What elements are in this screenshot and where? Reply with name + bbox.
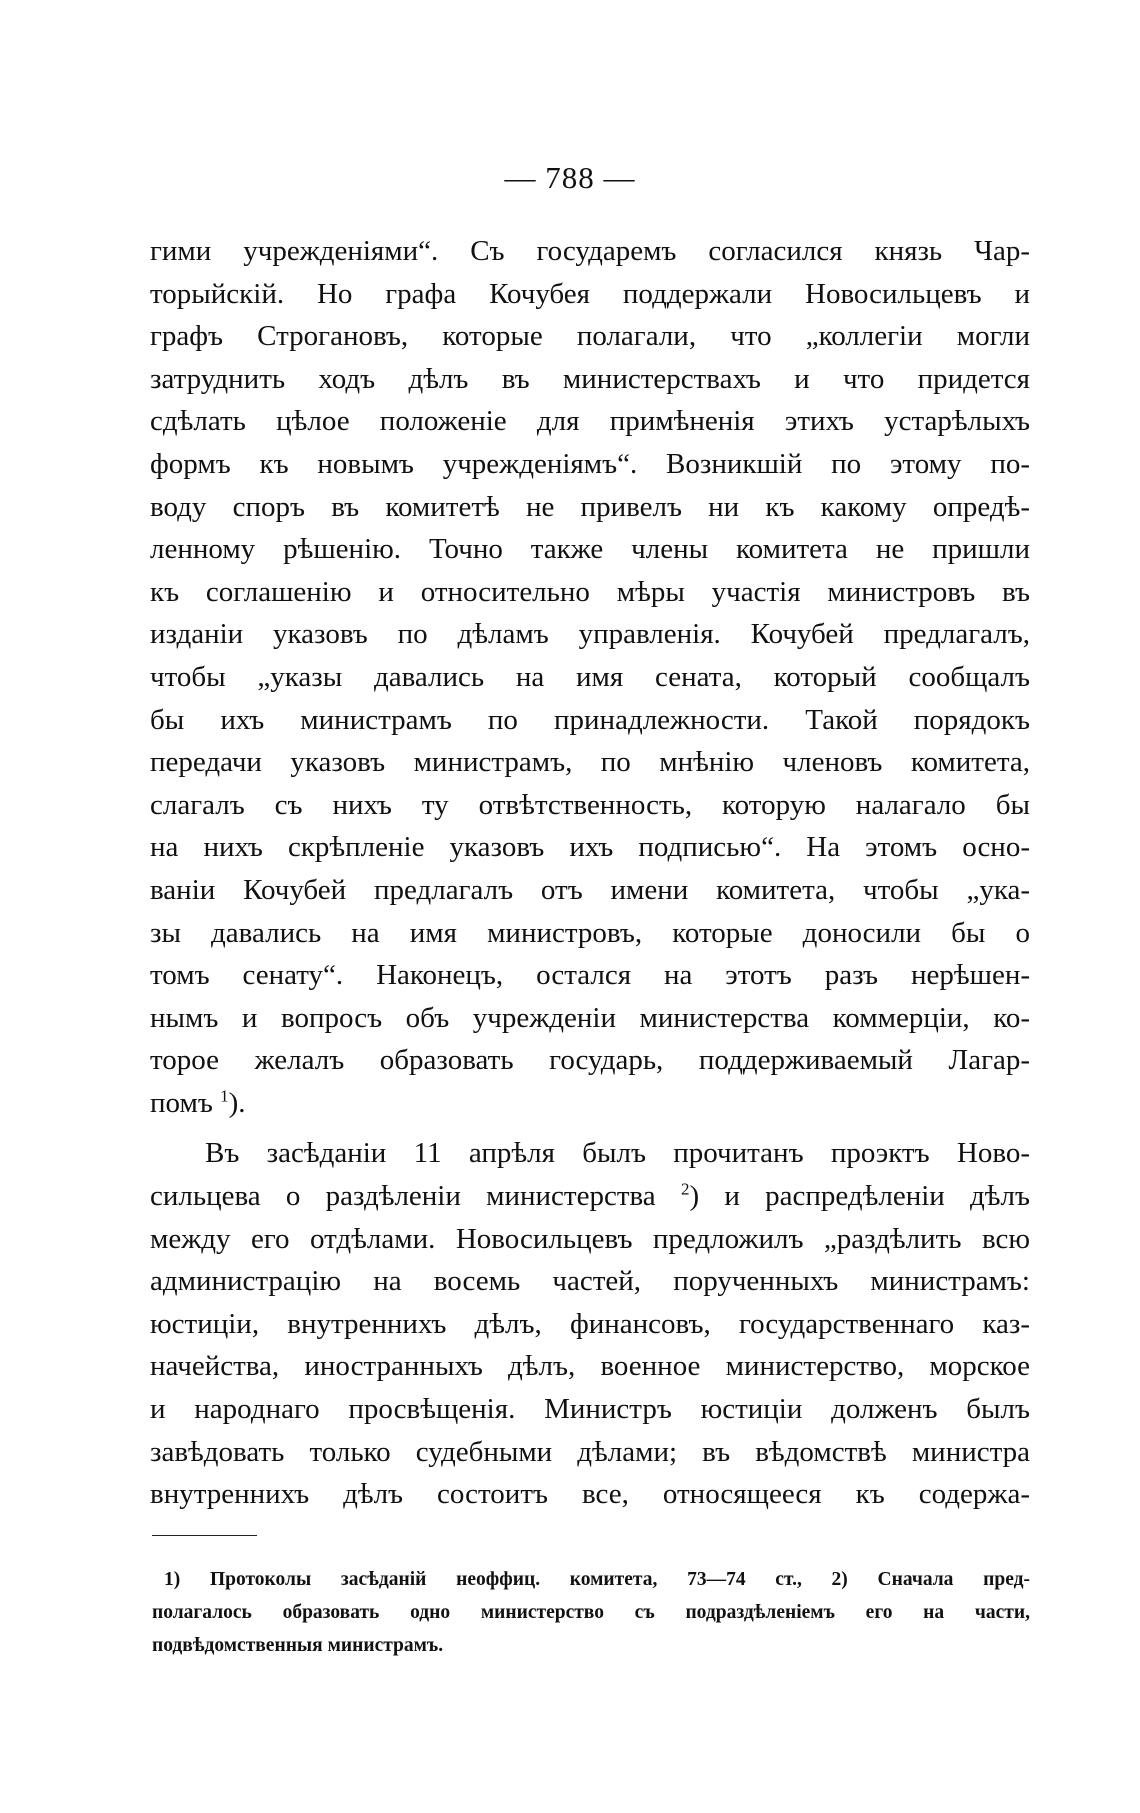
- text-line: гими учрежденіями“. Съ государемъ согласился князь Чар-: [150, 235, 1030, 267]
- text-line: бы ихъ министрамъ по принадлежности. Такой порядокъ: [150, 703, 1030, 736]
- text-line: и народнаго просвѣщенія. Министръ юстиціи долженъ былъ: [150, 1393, 1030, 1426]
- footnote-mark: 1: [220, 1086, 229, 1106]
- text-line: воду споръ въ комитетѣ не привелъ ни къ какому опредѣ-: [150, 490, 1030, 523]
- footnote-line: подвѣдомственныя министрамъ.: [152, 1635, 444, 1656]
- text-line: къ соглашенію и относительно мѣры участія министровъ въ: [150, 575, 1030, 608]
- footnote-line: полагалось образовать одно министерство съ подраздѣленіемъ его на части,: [152, 1602, 1030, 1623]
- footnote-line: 1) Протоколы засѣданій неоффиц. комитета, 73—74 ст., 2) Сначала пред-: [164, 1569, 1030, 1590]
- text-line-part: ) и распредѣленіи дѣлъ: [689, 1180, 1030, 1213]
- text-line: на нихъ скрѣпленіе указовъ ихъ подписью“. На этомъ осно-: [150, 831, 1030, 864]
- text-line: начейства, иностранныхъ дѣлъ, военное министерство, морское: [150, 1350, 1030, 1383]
- text-line: торыйскій. Но графа Кочубея поддержали Новосильцевъ и: [150, 277, 1030, 310]
- text-line-part: сильцева о раздѣленіи министерства: [150, 1180, 681, 1213]
- footnotes: [152, 1563, 1030, 1662]
- text-line: передачи указовъ министрамъ, по мнѣнію членовъ комитета,: [150, 746, 1030, 779]
- text-line: чтобы „указы давались на имя сената, который сообщалъ: [150, 660, 1030, 693]
- text-line: сдѣлать цѣлое положеніе для примѣненія этихъ устарѣлыхъ: [150, 405, 1030, 438]
- text-line: Въ засѣданіи 11 апрѣля былъ прочитанъ проэктъ Ново-: [205, 1137, 1030, 1170]
- text-line: [150, 1082, 1030, 1125]
- footnote-mark: 2: [680, 1179, 690, 1199]
- text-line: внутреннихъ дѣлъ состоитъ все, относящееся къ содержа-: [150, 1478, 1030, 1511]
- text-line: юстиціи, внутреннихъ дѣлъ, финансовъ, государственнаго каз-: [150, 1307, 1030, 1340]
- text-line: администрацію на восемь частей, порученныхъ министрамъ:: [150, 1265, 1030, 1298]
- text-line: графъ Строгановъ, которые полагали, что „коллегіи могли: [150, 320, 1030, 353]
- footnote-divider: [152, 1535, 257, 1536]
- text-line: между его отдѣлами. Новосильцевъ предложилъ „раздѣлить всю: [150, 1222, 1030, 1255]
- text-line: ваніи Кочубей предлагалъ отъ имени комитета, чтобы „ука-: [150, 873, 1030, 906]
- paragraph-gap: [150, 1124, 1030, 1132]
- text-line: торое желалъ образовать государь, поддерживаемый Лагар-: [150, 1044, 1030, 1077]
- page-number: — 788 —: [504, 160, 636, 195]
- text-line-part: ).: [228, 1086, 246, 1119]
- body-text: [150, 230, 1030, 1516]
- text-line: изданіи указовъ по дѣламъ управленія. Кочубей предлагалъ,: [150, 618, 1030, 651]
- text-line: томъ сенату“. Наконецъ, остался на этотъ разъ нерѣшен-: [150, 959, 1030, 992]
- text-line: формъ къ новымъ учрежденіямъ“. Возникшій по этому по-: [150, 447, 1030, 480]
- text-line: слагалъ съ нихъ ту отвѣтственность, которую налагало бы: [150, 788, 1030, 821]
- text-line: завѣдовать только судебными дѣлами; въ вѣдомствѣ министра: [150, 1435, 1030, 1468]
- text-line: нымъ и вопросъ объ учрежденіи министерства коммерціи, ко-: [150, 1001, 1030, 1034]
- text-line: ленному рѣшенію. Точно также члены комитета не пришли: [150, 533, 1030, 566]
- text-line: зы давались на имя министровъ, которые доносили бы о: [150, 916, 1030, 949]
- text-line: затруднить ходъ дѣлъ въ министерствахъ и что придется: [150, 362, 1030, 395]
- text-line-part: помъ: [150, 1086, 221, 1119]
- text-line: [150, 1175, 1030, 1218]
